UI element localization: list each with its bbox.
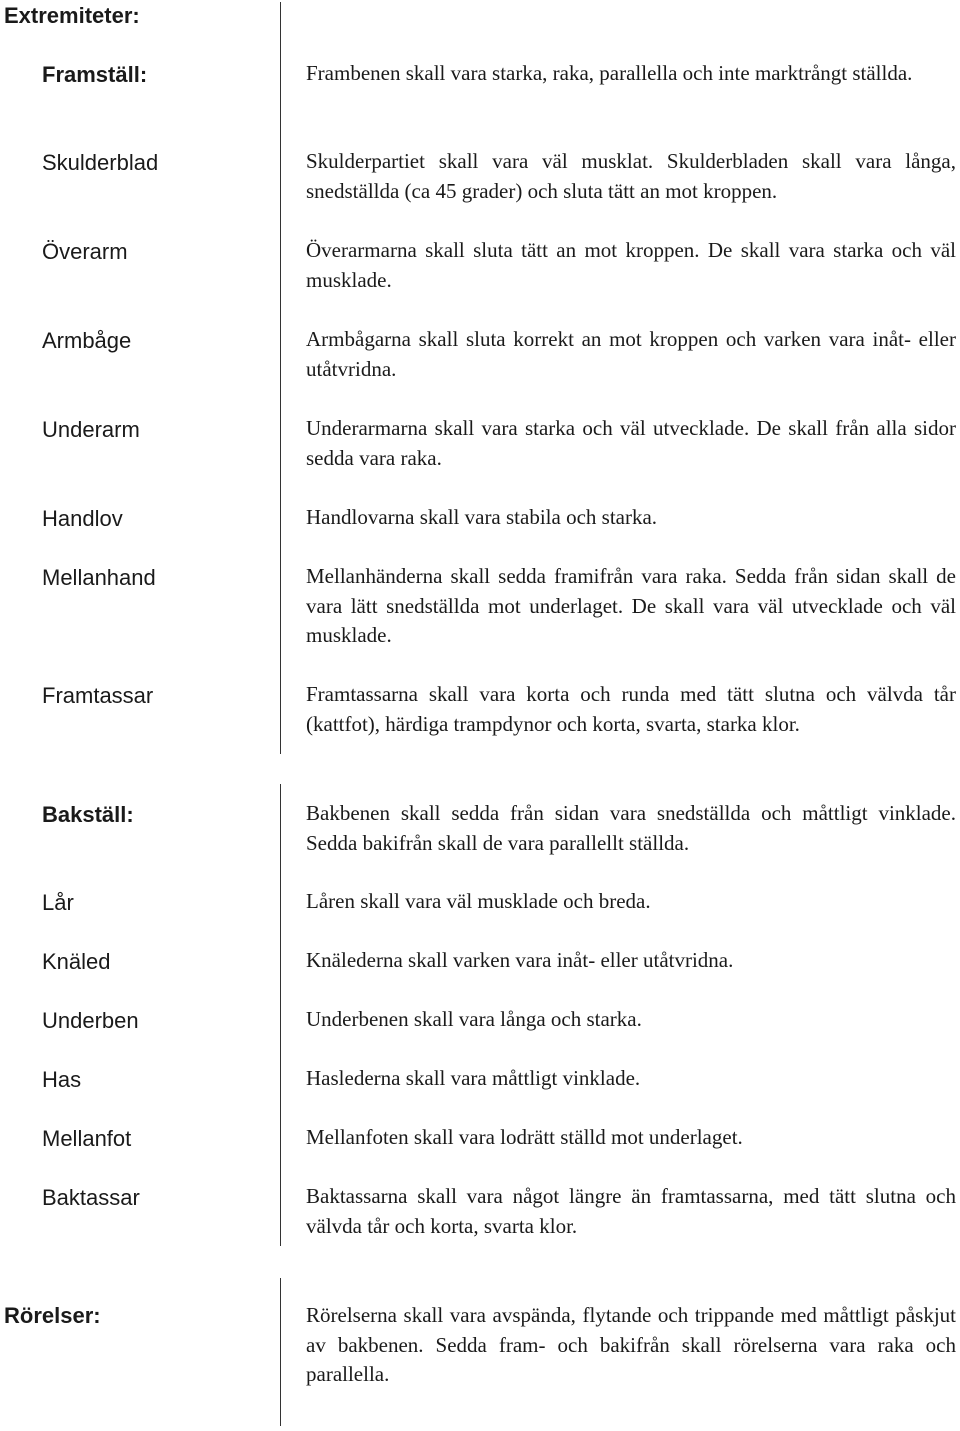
text-overarm: Överarmarna skall sluta tätt an mot kroppen. De skall vara starka och väl musklade. — [306, 238, 956, 292]
text-armbage: Armbågarna skall sluta korrekt an mot kroppen och varken vara inåt- eller utåtvridna. — [306, 327, 956, 381]
column-divider-bottom — [280, 1278, 281, 1426]
text-underarm: Underarmarna skall vara starka och väl utvecklade. De skall från alla sidor sedda vara raka. — [306, 416, 956, 470]
section-heading-rorelser: Rörelser: — [4, 1303, 101, 1328]
text-has: Haslederna skall vara måttligt vinklade. — [306, 1066, 641, 1090]
bakstall-description: Bakbenen skall sedda från sidan vara snedställda och måttligt vinklade. Sedda bakifrån skall de vara parallellt ställda. — [306, 801, 956, 855]
label-has: Has — [42, 1067, 82, 1092]
column-divider-middle — [280, 784, 281, 1246]
subsection-heading-framstall: Framställ: — [42, 62, 148, 87]
text-handlov: Handlovarna skall vara stabila och starka. — [306, 505, 658, 529]
text-lar: Låren skall vara väl musklade och breda. — [306, 889, 651, 913]
text-rorelser: Rörelserna skall vara avspända, flytande och trippande med måttligt påskjut av bakbenen. Sedda fram- och bakifrån skall rörelserna vara raka och parallella. — [306, 1303, 956, 1386]
label-mellanhand: Mellanhand — [42, 565, 156, 590]
label-underarm: Underarm — [42, 417, 140, 442]
label-knaled: Knäled — [42, 949, 111, 974]
text-framtassar: Framtassarna skall vara korta och runda med tätt slutna och välvda tår (kattfot), härdiga trampdynor och korta, svarta, starka klor. — [306, 682, 956, 736]
text-skulderblad: Skulderpartiet skall vara väl musklat. Skulderbladen skall vara långa, snedställda (ca 45 grader) och sluta tätt an mot kroppen. — [306, 149, 956, 203]
label-skulderblad: Skulderblad — [42, 150, 159, 175]
text-underben: Underbenen skall vara långa och starka. — [306, 1007, 642, 1031]
text-mellanhand: Mellanhänderna skall sedda framifrån vara raka. Sedda från sidan skall de vara lätt snedställda mot underlaget. De skall vara väl utvecklade och väl musklade. — [306, 564, 956, 647]
text-knaled: Knälederna skall varken vara inåt- eller utåtvridna. — [306, 948, 734, 972]
label-overarm: Överarm — [42, 239, 128, 264]
label-lar: Lår — [42, 890, 74, 915]
section-heading-extremiteter: Extremiteter: — [4, 3, 140, 28]
text-baktassar: Baktassarna skall vara något längre än framtassarna, med tätt slutna och välvda tår och korta, svarta klor. — [306, 1184, 956, 1238]
label-framtassar: Framtassar — [42, 683, 154, 708]
label-underben: Underben — [42, 1008, 139, 1033]
label-armbage: Armbåge — [42, 328, 132, 353]
framstall-description: Frambenen skall vara starka, raka, parallella och inte marktrångt ställda. — [306, 61, 913, 85]
label-handlov: Handlov — [42, 506, 123, 531]
text-mellanfot: Mellanfoten skall vara lodrätt ställd mot underlaget. — [306, 1125, 743, 1149]
label-mellanfot: Mellanfot — [42, 1126, 132, 1151]
subsection-heading-bakstall: Bakställ: — [42, 802, 134, 827]
column-divider-top — [280, 2, 281, 754]
label-baktassar: Baktassar — [42, 1185, 140, 1210]
